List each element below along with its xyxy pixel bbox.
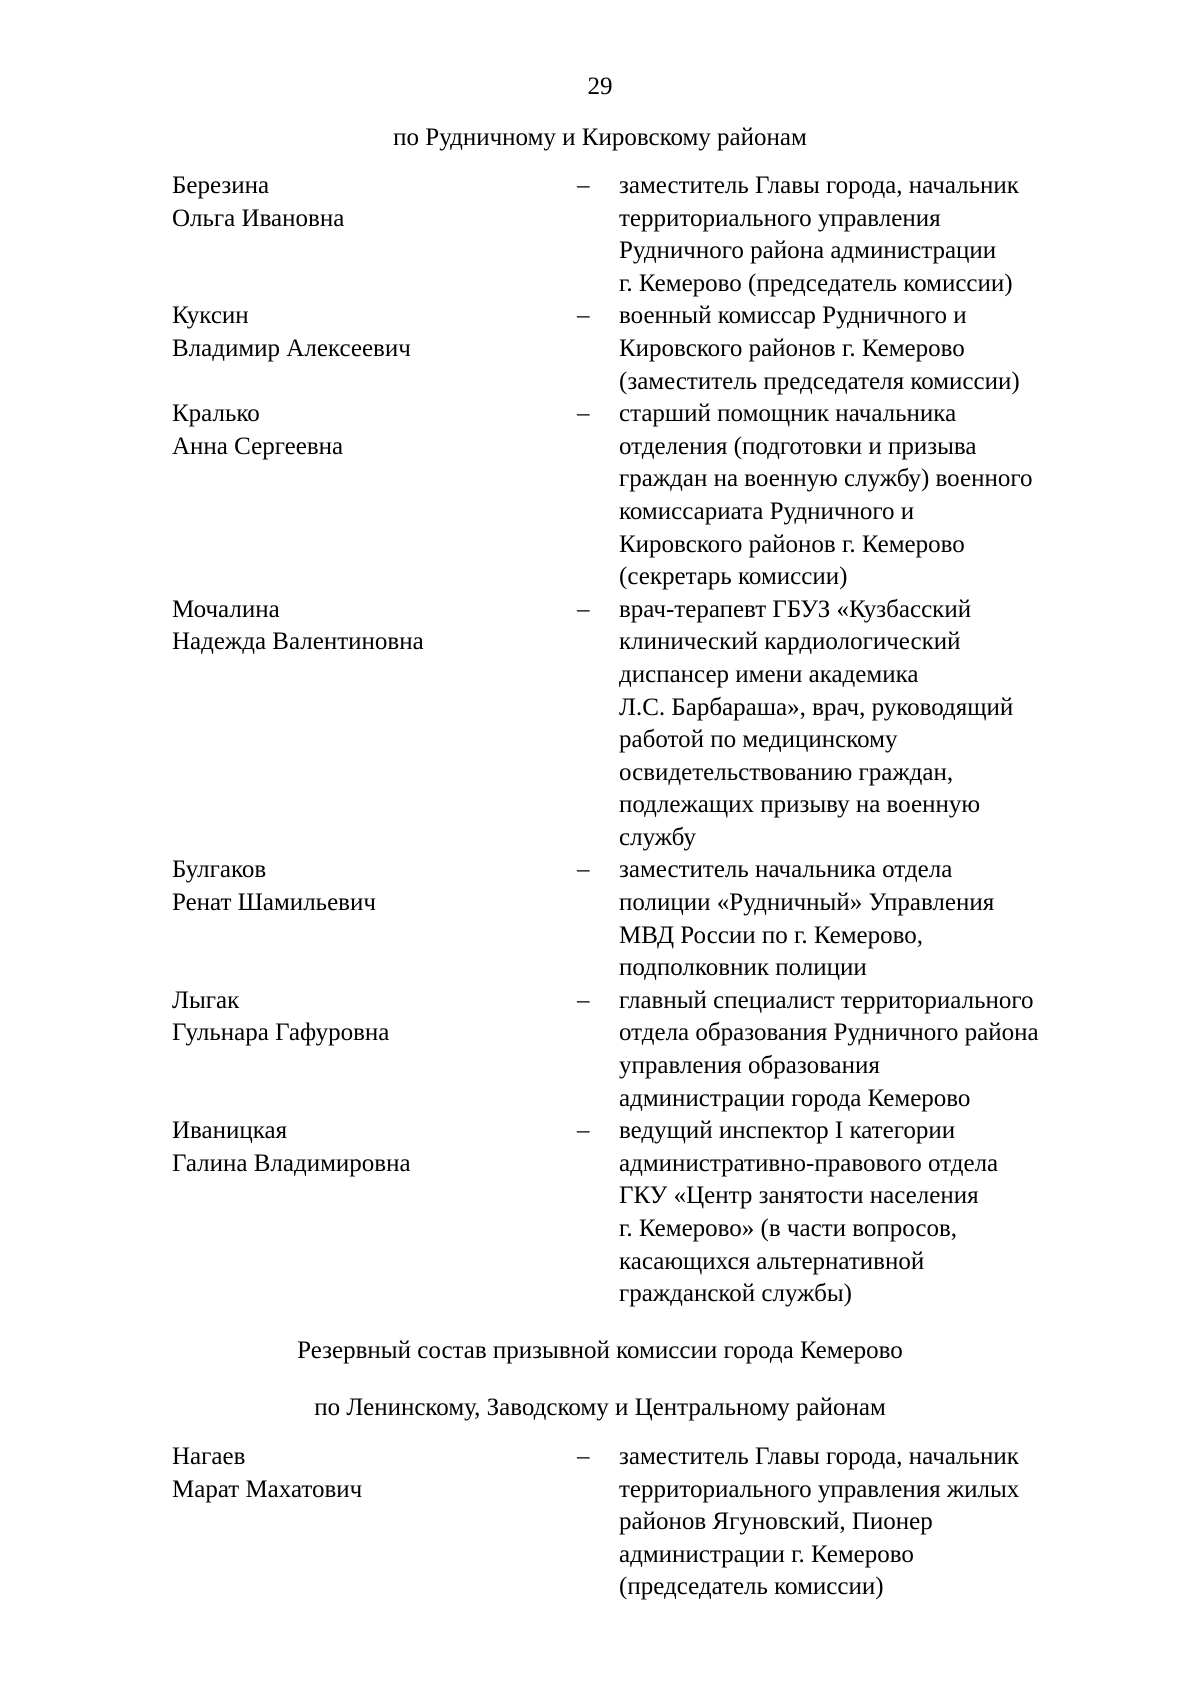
reserve-subheading: по Ленинскому, Заводскому и Центральному районам (314, 1394, 886, 1421)
dash-separator: – (577, 856, 590, 884)
member-name: Булгаков Ренат Шамильевич (172, 856, 376, 917)
member-entry (0, 594, 1200, 855)
member-role: ведущий инспектор I категории административно-правового отдела ГКУ «Центр занятости населения г. Кемерово» (в части вопросов, касающихся альтернативной гражданской службы) (619, 1117, 999, 1308)
dash-separator: – (577, 172, 590, 199)
member-role: заместитель начальника отдела полиции «Рудничный» Управления МВД России по г. Кемерово, подполковник полиции (619, 856, 995, 982)
members-list (0, 170, 1200, 1311)
member-entry (0, 398, 1200, 594)
dash-separator: – (577, 595, 590, 623)
reserve-heading: Резервный состав призывной комиссии города Кемерово (297, 1337, 903, 1364)
member-entry (0, 854, 1200, 984)
dash-separator: – (577, 1443, 590, 1470)
dash-separator: – (577, 986, 590, 1014)
member-entry (0, 300, 1200, 398)
member-role: главный специалист территориального отдела образования Рудничного района управления образования администрации города Кемерово (619, 986, 1039, 1112)
member-entry (0, 985, 1200, 1115)
reserve-members-list (0, 1441, 1200, 1604)
member-role: заместитель Главы города, начальник территориального управления жилых районов Ягуновский, Пионер администрации г. Кемерово (председатель комиссии) (619, 1443, 1020, 1601)
member-name: Иваницкая Галина Владимировна (172, 1117, 411, 1177)
member-name: Кралько Анна Сергеевна (172, 400, 344, 460)
section-heading: по Рудничному и Кировскому районам (393, 124, 807, 151)
dash-separator: – (577, 1117, 590, 1145)
member-role: заместитель Главы города, начальник территориального управления Рудничного района администрации г. Кемерово (председатель комиссии) (619, 172, 1019, 297)
member-role: военный комиссар Рудничного и Кировского районов г. Кемерово (заместитель председателя комиссии) (619, 302, 1020, 395)
member-name: Нагаев Марат Махатович (172, 1443, 363, 1503)
dash-separator: – (577, 302, 590, 330)
member-entry (0, 170, 1200, 300)
member-name: Лыгак Гульнара Гафуровна (172, 986, 390, 1047)
member-name: Березина Ольга Ивановна (172, 172, 345, 232)
dash-separator: – (577, 400, 590, 428)
member-name: Мочалина Надежда Валентиновна (172, 595, 424, 656)
member-entry (0, 1441, 1200, 1604)
page-number: 29 (587, 73, 613, 100)
member-name: Куксин Владимир Алексеевич (172, 302, 411, 362)
member-role: врач-терапевт ГБУЗ «Кузбасский клинический кардиологический диспансер имени академика Л.С. Барбараша», врач, руководящий работой по медицинскому освидетельствованию граждан, подлежащих призыву на военную службу (619, 595, 1014, 851)
member-entry (0, 1115, 1200, 1311)
member-role: старший помощник начальника отделения (подготовки и призыва граждан на военную службу) военного комиссариата Рудничного и Кировского районов г. Кемерово (секретарь комиссии) (619, 400, 1033, 591)
